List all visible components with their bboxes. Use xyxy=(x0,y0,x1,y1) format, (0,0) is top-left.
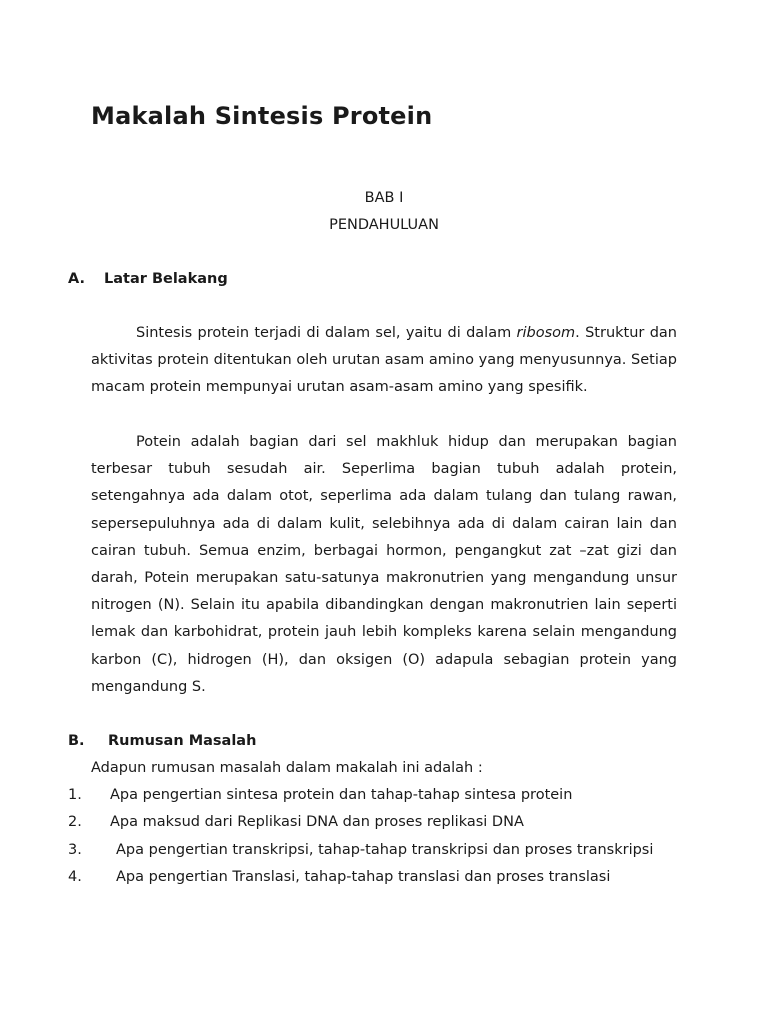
section-b-heading: Rumusan Masalah xyxy=(108,733,257,749)
section-a-paragraph-2: Potein adalah bagian dari sel makhluk hidup dan merupakan bagian terbesar tubuh sesudah air. Seperlima bagian tubuh adalah protein, setengahnya ada dalam otot, seperlima ada dalam tulang dan tulang rawan, sepersepuluhnya ada di dalam kulit, selebihnya ada di dalam cairan lain dan cairan tubuh. Semua enzim, berbagai hormon, pengangkut zat –zat gizi dan darah, Potein merupakan satu-satunya makronutrien yang mengandung unsur nitrogen (N). Selain itu apabila dibandingkan dengan makronutrien lain seperti lemak dan karbohidrat, protein jauh lebih kompleks karena selain mengandung karbon (C), hidrogen (H), dan oksigen (O) adapula sebagian protein yang mengandung S. xyxy=(91,434,677,695)
section-a-letter: A. xyxy=(68,271,85,287)
list-item-text: Apa maksud dari Replikasi DNA dan proses replikasi DNA xyxy=(110,814,524,830)
document-title: Makalah Sintesis Protein xyxy=(91,102,433,130)
section-a-heading: Latar Belakang xyxy=(104,271,228,287)
section-b-letter: B. xyxy=(68,733,85,749)
list-item-text: Apa pengertian transkripsi, tahap-tahap transkripsi dan proses transkripsi xyxy=(116,842,654,858)
chapter-number: BAB I xyxy=(364,190,404,206)
p1-italic-term: ribosom xyxy=(516,325,576,341)
list-item-text: Apa pengertian sintesa protein dan tahap-tahap sintesa protein xyxy=(110,787,573,803)
p1-start: Sintesis protein terjadi di dalam sel, yaitu di dalam xyxy=(136,325,517,341)
p1-end: . Struktur dan aktivitas protein ditentukan oleh urutan asam amino yang menyusunnya. Setiap macam protein mempunyai urutan asam-asam amino yang spesifik. xyxy=(91,325,677,396)
list-item-number: 2. xyxy=(68,814,82,830)
section-a-paragraph-1 xyxy=(91,320,677,402)
list-item-text: Apa pengertian Translasi, tahap-tahap translasi dan proses translasi xyxy=(116,869,611,885)
list-item-number: 3. xyxy=(68,842,82,858)
list-item-number: 1. xyxy=(68,787,82,803)
chapter-title: PENDAHULUAN xyxy=(329,217,439,233)
section-b-intro: Adapun rumusan masalah dalam makalah ini adalah : xyxy=(91,760,483,776)
list-item-number: 4. xyxy=(68,869,82,885)
